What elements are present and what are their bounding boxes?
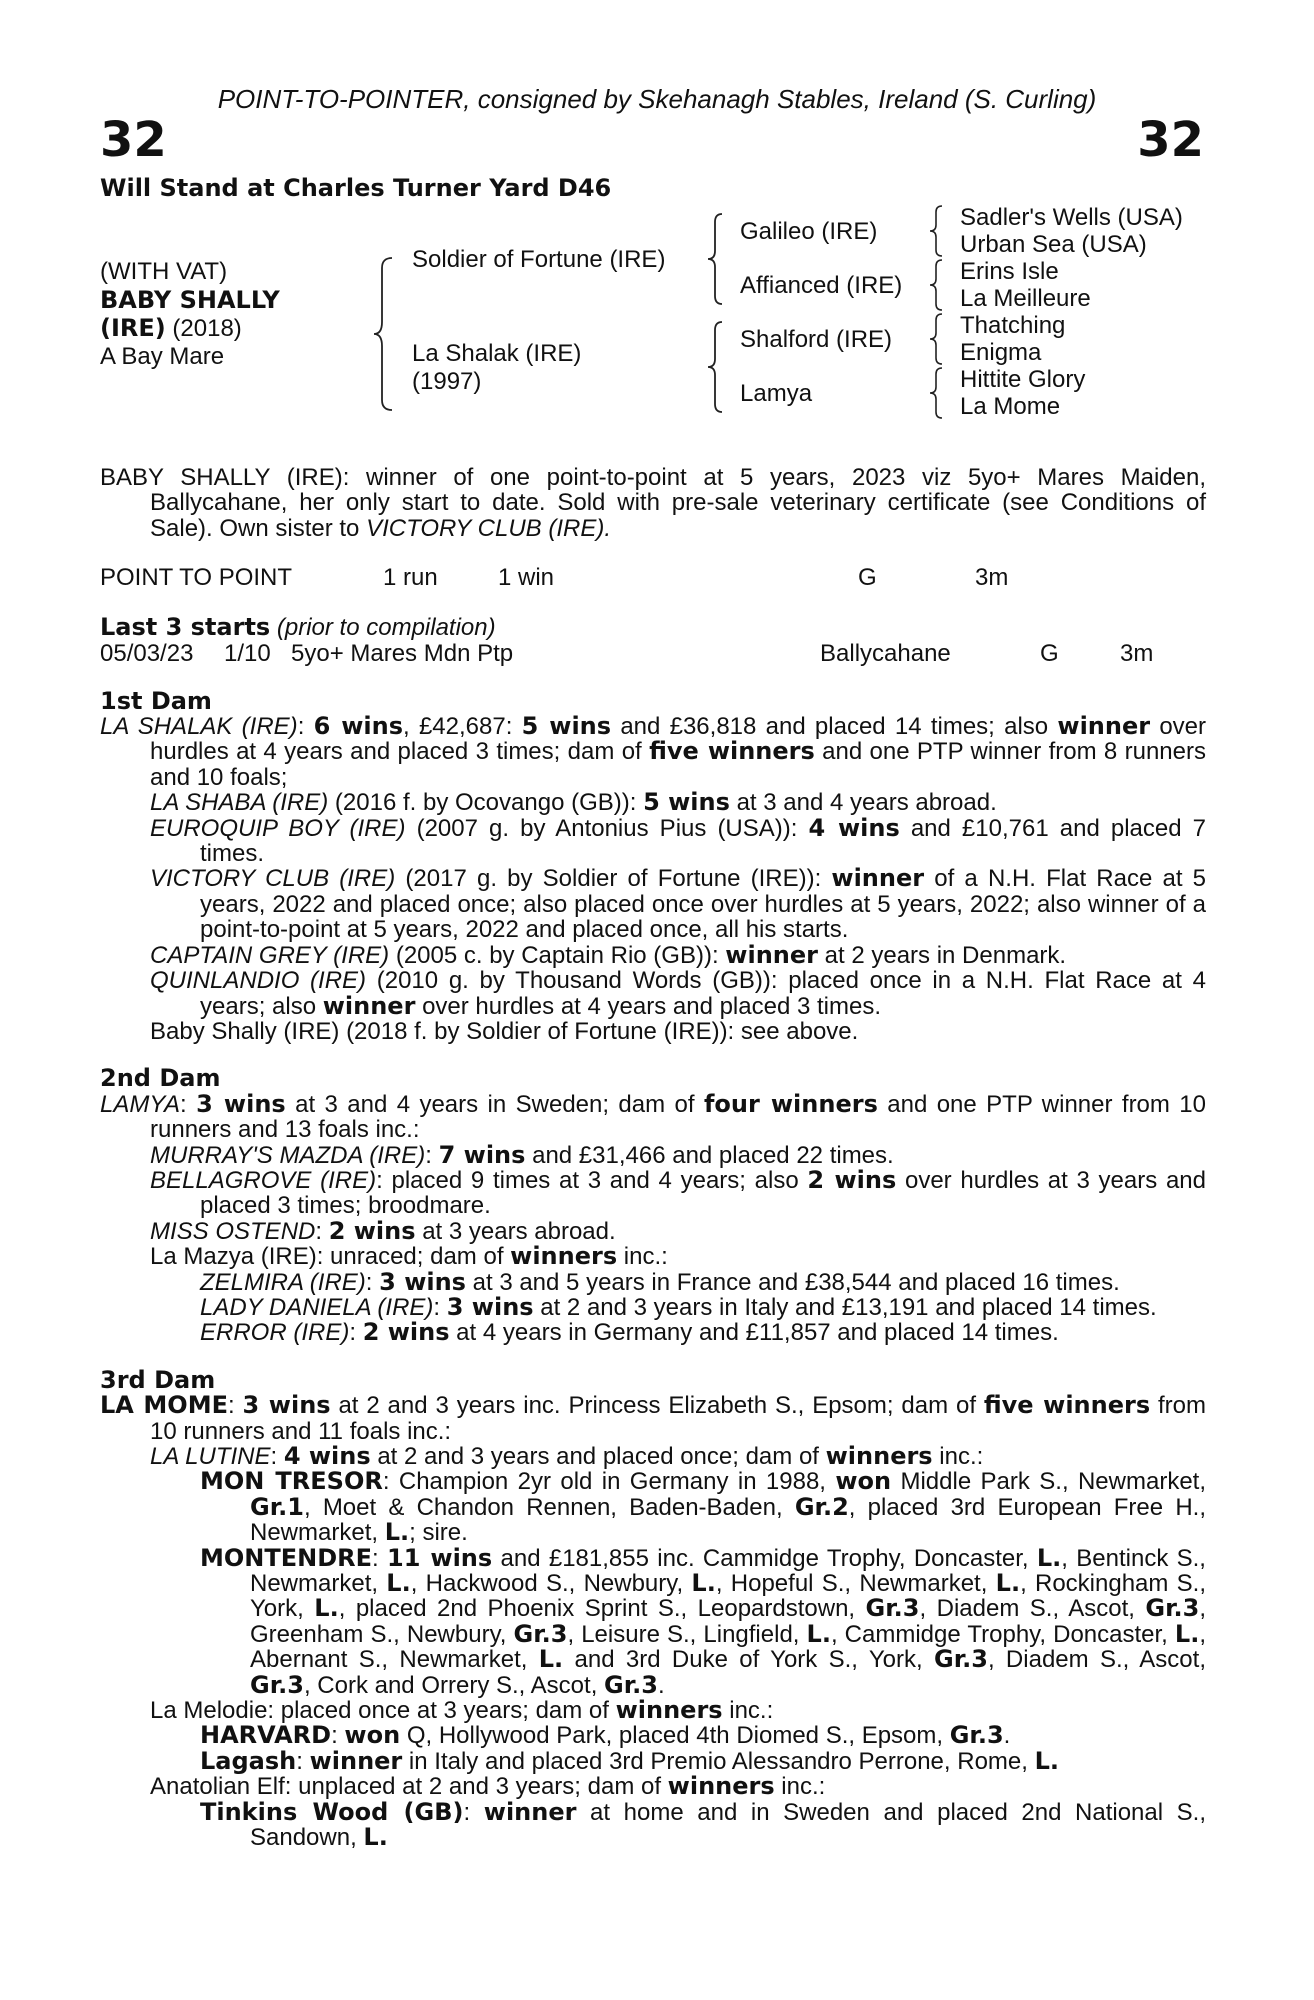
pedigree-g6: Enigma [960, 339, 1042, 366]
horse-name: BABY SHALLY [100, 286, 280, 314]
progeny-item: QUINLANDIO (IRE) (2010 g. by Thousand Words (GB)): placed once in a N.H. Flat Race at 4 years; also winner over hurdles at 4 years and placed 3 times. [150, 967, 1206, 1020]
pedigree-dam-year: (1997) [412, 368, 482, 395]
ptp-going: G [858, 564, 877, 592]
start-position: 1/10 [224, 639, 271, 667]
pedigree-g7: Hittite Glory [960, 366, 1086, 393]
pedigree-dam-dam: Lamya [740, 380, 813, 407]
horse-country: (IRE) [100, 314, 166, 342]
grandprogeny-item: Lagash: winner in Italy and placed 3rd Premio Alessandro Perrone, Rome, L. [200, 1746, 1060, 1775]
lot-number-right: 32 [1137, 112, 1204, 168]
ptp-runs: 1 run [383, 564, 438, 592]
progeny-item: La Mazya (IRE): unraced; dam of winners inc.: [150, 1242, 668, 1271]
progeny-item: EUROQUIP BOY (IRE) (2007 g. by Antonius Pius (USA)): 4 wins and £10,761 and placed 7 times. [150, 813, 1207, 868]
pedigree-g2: Urban Sea (USA) [960, 231, 1147, 258]
grandprogeny-item: LADY DANIELA (IRE): 3 wins at 2 and 3 years in Italy and £13,191 and placed 14 times. [200, 1292, 1157, 1321]
pedigree-g1: Sadler's Wells (USA) [960, 204, 1183, 231]
stand-location: Will Stand at Charles Turner Yard D46 [100, 174, 612, 202]
grandprogeny-item: ERROR (IRE): 2 wins at 4 years in Germany and £11,857 and placed 14 times. [200, 1318, 1059, 1347]
last-start-row [100, 641, 1206, 667]
catalogue-body [100, 465, 1206, 1851]
grandprogeny-item: Tinkins Wood (GB): winner at home and in Sweden and placed 2nd National S., Sandown, L. [200, 1797, 1207, 1852]
pedigree-brace-g3 [928, 312, 946, 366]
pedigree-dam-sire: Shalford (IRE) [740, 326, 893, 353]
consignor-subtitle: POINT-TO-POINTER, consigned by Skehanagh Stables, Ireland (S. Curling) [217, 84, 1097, 114]
start-date: 05/03/23 [100, 639, 194, 667]
progeny-item: LA SHABA (IRE) (2016 f. by Ocovango (GB)): 5 wins at 3 and 4 years abroad. [150, 788, 997, 817]
first-dam-paragraph: LA SHALAK (IRE): 6 wins, £42,687: 5 wins and £36,818 and placed 14 times; also winner over hurdles at 4 years and placed 3 times; dam of five winners and one PTP winner from 8 runners and 10 foals; [100, 712, 1207, 791]
horse-description: A Bay Mare [100, 343, 225, 370]
grandprogeny-item: ZELMIRA (IRE): 3 wins at 3 and 5 years in France and £38,544 and placed 16 times. [200, 1267, 1120, 1296]
start-going: G [1040, 639, 1059, 667]
pedigree-sire: Soldier of Fortune (IRE) [412, 246, 666, 273]
pedigree-g8: La Mome [960, 393, 1061, 420]
progeny-item: La Melodie: placed once at 3 years; dam of winners inc.: [150, 1696, 774, 1725]
ptp-distance: 3m [975, 564, 1009, 592]
start-race: 5yo+ Mares Mdn Ptp [291, 639, 514, 667]
progeny-item: CAPTAIN GREY (IRE) (2005 c. by Captain Rio (GB)): winner at 2 years in Denmark. [150, 940, 1067, 969]
pedigree-brace-g1 [928, 204, 946, 258]
progeny-item: MISS OSTEND: 2 wins at 3 years abroad. [150, 1216, 616, 1245]
pedigree-brace-main [372, 256, 396, 412]
pedigree-dam: La Shalak (IRE) [412, 340, 582, 367]
grandprogeny-item: MONTENDRE: 11 wins and £181,855 inc. Cammidge Trophy, Doncaster, L., Bentinck S., Newmarket, L., Hackwood S., Newbury, L., Hopeful S., Newmarket, L., Rockingham S., York, L., placed 2nd Phoenix Sprint S., Leopardstown, Gr.3, Diadem S., Ascot, Gr.3, Greenham S., Newbury, Gr.3, Leisure S., Lingfield, L., Cammidge Trophy, Doncaster, L., Abernant S., Newmarket, L. and 3rd Duke of York S., York, Gr.3, Diadem S., Ascot, Gr.3, Cork and Orrery S., Ascot, Gr.3. [200, 1543, 1207, 1699]
start-distance: 3m [1120, 639, 1154, 667]
pedigree-brace-g2 [928, 258, 946, 312]
lot-number-left: 32 [100, 112, 167, 168]
last-starts-heading: Last 3 starts (prior to compilation) [100, 613, 496, 642]
grandprogeny-item: HARVARD: won Q, Hollywood Park, placed 4th Diomed S., Epsom, Gr.3. [200, 1721, 1011, 1750]
pedigree-g3: Erins Isle [960, 258, 1059, 285]
pedigree-brace-dam [706, 320, 726, 414]
pedigree-sire-sire: Galileo (IRE) [740, 218, 878, 245]
grandprogeny-item: MON TRESOR: Champion 2yr old in Germany in 1988, won Middle Park S., Newmarket, Gr.1, Moet & Chandon Rennen, Baden-Baden, Gr.2, placed 3rd European Free H., Newmarket, L.; sire. [200, 1467, 1207, 1547]
summary-paragraph: BABY SHALLY (IRE): winner of one point-to-point at 5 years, 2023 viz 5yo+ Mares Maiden, Ballycahane, her only start to date. Sold with pre-sale veterinary certificate (see Conditions of Sale). Own sister to VICTORY CLUB (IRE). [100, 464, 1206, 542]
horse-year: (2018) [172, 315, 242, 342]
pedigree-brace-sire [706, 212, 726, 306]
third-dam-paragraph: LA MOME: 3 wins at 2 and 3 years inc. Princess Elizabeth S., Epsom; dam of five winners from 10 runners and 11 foals inc.: [100, 1391, 1206, 1445]
second-dam-paragraph: LAMYA: 3 wins at 3 and 4 years in Sweden; dam of four winners and one PTP winner from 10 runners and 13 foals inc.: [100, 1089, 1206, 1144]
ptp-wins: 1 win [498, 564, 555, 592]
start-venue: Ballycahane [820, 639, 951, 667]
pedigree-g5: Thatching [960, 312, 1066, 339]
horse-identity [100, 258, 280, 371]
progeny-item: Anatolian Elf: unplaced at 2 and 3 years; dam of winners inc.: [150, 1772, 826, 1801]
ptp-label: POINT TO POINT [100, 564, 293, 592]
first-dam-heading: 1st Dam [100, 686, 212, 715]
progeny-item: LA LUTINE: 4 wins at 2 and 3 years and placed once; dam of winners inc.: [150, 1442, 984, 1470]
third-dam-heading: 3rd Dam [100, 1365, 216, 1394]
ptp-record-row [100, 565, 1206, 591]
pedigree-sire-dam: Affianced (IRE) [740, 272, 903, 299]
progeny-item: Baby Shally (IRE) (2018 f. by Soldier of Fortune (IRE)): see above. [150, 1017, 859, 1045]
progeny-item: MURRAY'S MAZDA (IRE): 7 wins and £31,466 and placed 22 times. [150, 1140, 894, 1169]
progeny-item: VICTORY CLUB (IRE) (2017 g. by Soldier of Fortune (IRE)): winner of a N.H. Flat Race at 5 years, 2022 and placed once; also placed once over hurdles at 5 years, 2022; also winner of a point-to-point at 5 years, 2022 and placed once, all his starts. [150, 864, 1206, 944]
pedigree-brace-g4 [928, 366, 946, 420]
pedigree-g4: La Meilleure [960, 285, 1091, 312]
second-dam-heading: 2nd Dam [100, 1064, 221, 1093]
vat-note: (WITH VAT) [100, 258, 228, 285]
progeny-item: BELLAGROVE (IRE): placed 9 times at 3 and 4 years; also 2 wins over hurdles at 3 years and placed 3 times; broodmare. [150, 1165, 1206, 1220]
